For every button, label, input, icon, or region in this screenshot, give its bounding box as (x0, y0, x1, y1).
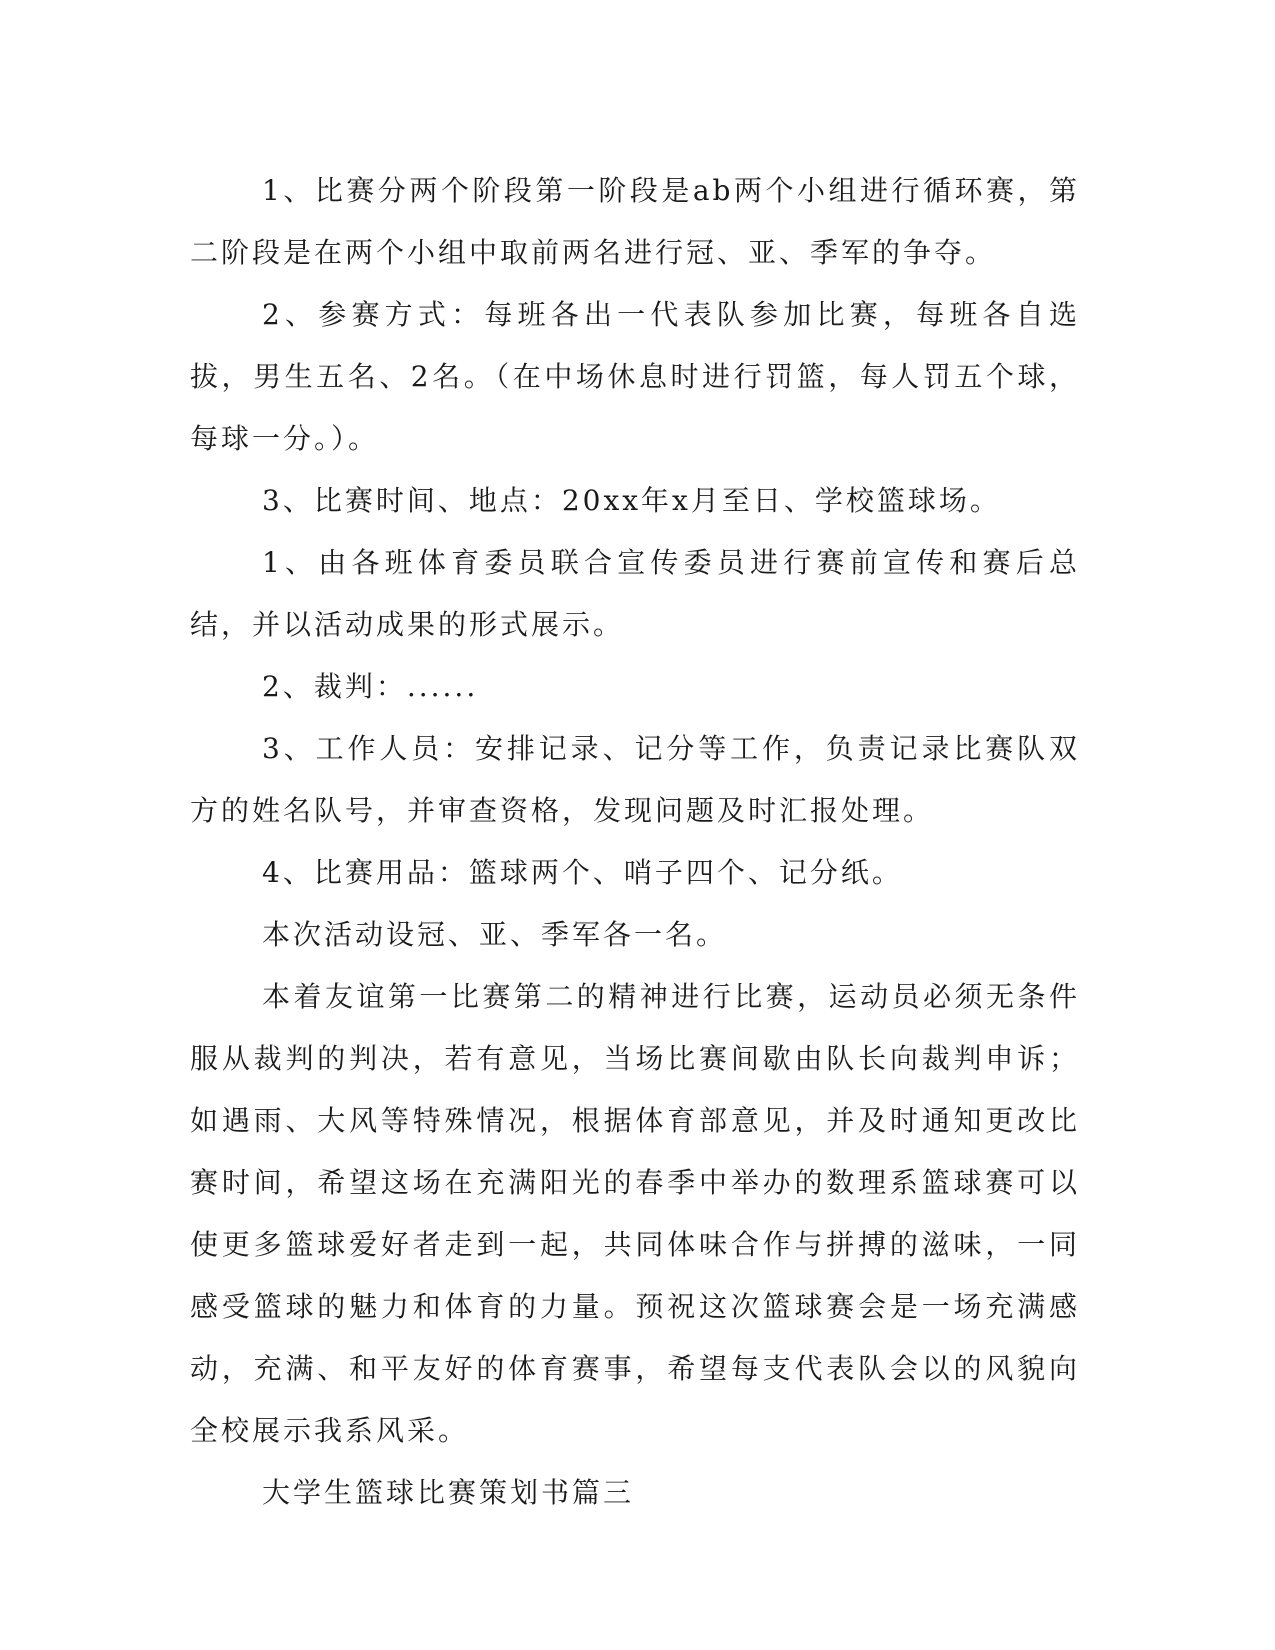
paragraph-staff: 3、工作人员：安排记录、记分等工作，负责记录比赛队双方的姓名队号，并审查资格，发现问题及时汇报处理。 (190, 732, 1080, 827)
paragraph-stage-format: 1、比赛分两个阶段第一阶段是ab两个小组进行循环赛，第二阶段是在两个小组中取前两名进行冠、亚、季军的争夺。 (190, 174, 1080, 269)
paragraph-spirit: 本着友谊第一比赛第二的精神进行比赛，运动员必须无条件服从裁判的判决，若有意见，当场比赛间歇由队长向裁判申诉；如遇雨、大风等特殊情况，根据体育部意见，并及时通知更改比赛时间，希望这场在充满阳光的春季中举办的数理系篮球赛可以使更多篮球爱好者走到一起，共同体味合作与拼搏的滋味，一同感受篮球的魅力和体育的力量。预祝这次篮球赛会是一场充满感动，充满、和平友好的体育赛事，希望每支代表队会以的风貌向全校展示我系风采。 (190, 980, 1080, 1447)
paragraph-awards: 本次活动设冠、亚、季军各一名。 (262, 918, 728, 951)
paragraph-referee: 2、裁判：...... (262, 670, 479, 703)
paragraph-time-location: 3、比赛时间、地点：20xx年x月至日、学校篮球场。 (262, 484, 1001, 517)
paragraph-publicity: 1、由各班体育委员联合宣传委员进行赛前宣传和赛后总结，并以活动成果的形式展示。 (190, 546, 1080, 641)
paragraph-entry-method: 2、参赛方式：每班各出一代表队参加比赛，每班各自选拔，男生五名、2名。（在中场休息时进行罚篮，每人罚五个球，每球一分。）。 (190, 298, 1080, 455)
paragraph-equipment: 4、比赛用品：篮球两个、哨子四个、记分纸。 (262, 856, 903, 889)
document-body (190, 160, 1080, 1524)
section-heading: 大学生篮球比赛策划书篇三 (262, 1476, 635, 1509)
